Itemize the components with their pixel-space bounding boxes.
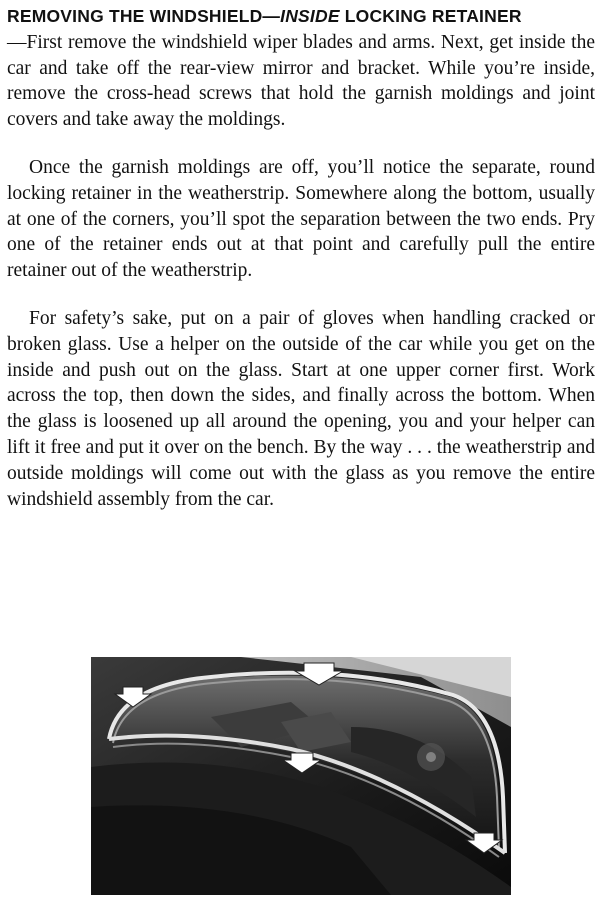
paragraph-1-text: —First remove the windshield wiper blades and arms. Next, get inside the car and take off the rear-view mirror and bracket. While you’re inside, remove the cross-head screws that hold the garnish moldings and joint covers and take away the moldings. [7,31,595,131]
heading-emphasis: INSIDE [280,6,340,26]
windshield-photo [91,657,511,895]
first-paragraph [7,4,595,133]
document-page [7,4,595,512]
windshield-illustration [91,657,511,895]
paragraph-2: Once the garnish moldings are off, you’ll notice the separate, round locking retainer in the weatherstrip. Somewhere along the bottom, usually at one of the corners, you’ll spot the separation between the two ends. Pry one of the retainer ends out at that point and carefully pull the entire retainer out of the weatherstrip. [7,156,595,282]
section-heading [7,6,522,26]
heading-part-1: REMOVING THE WINDSHIELD— [7,6,281,26]
heading-part-3: LOCKING RETAINER [339,6,522,26]
paragraph-3: For safety’s sake, put on a pair of gloves when handling cracked or broken glass. Use a helper on the outside of the car while you get on the inside and push out on the glass. Start at one upper corner first. Work across the top, then down the sides, and finally across the bottom. When the glass is loosened up all around the opening, you and your helper can lift it free and put it over on the bench. By the way . . . the weatherstrip and outside moldings will come out with the glass as you remove the entire windshield assembly from the car. [7,307,595,510]
